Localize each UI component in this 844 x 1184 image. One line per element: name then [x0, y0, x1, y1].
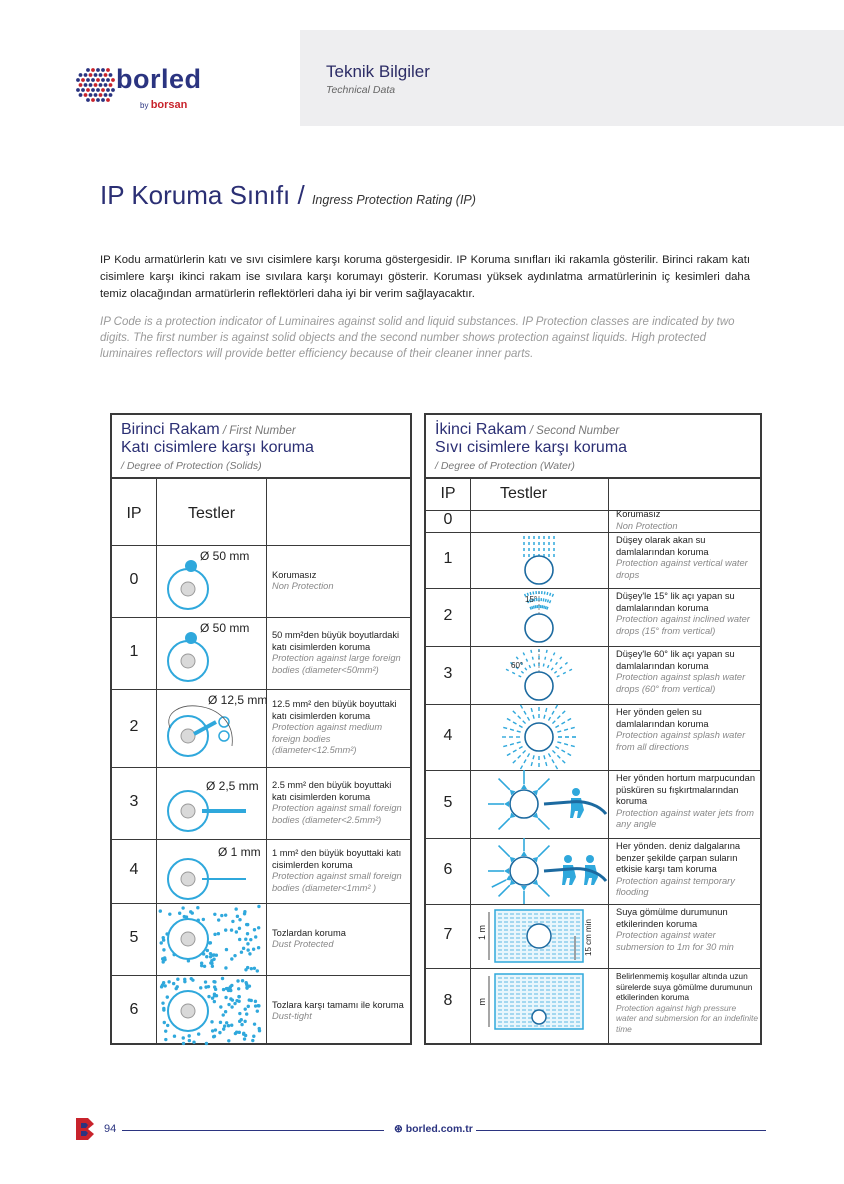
angle-label: 15° [525, 595, 538, 604]
ip-digit: 1 [443, 550, 453, 567]
description-tr: Her yönden hortum marpucundan püsküren su fışkırtmalarından koruma [616, 773, 756, 806]
ip-digit: 3 [129, 793, 139, 810]
depth-label: 1 m [477, 924, 487, 940]
ip-digit: 4 [443, 727, 453, 744]
description-en: Protection against water submersion to 1m for 30 min [616, 930, 734, 952]
first-number-heading: Katı cisimlere karşı koruma [121, 439, 314, 456]
description-en: Protection against inclined water drops (15° from vertical) [616, 614, 750, 636]
description-tr: 2.5 mm² den büyük boyuttaki katı cisimlerden koruma [272, 780, 392, 802]
probe-diameter-label: Ø 50 mm [200, 621, 250, 635]
protection-description [272, 780, 408, 826]
ip-digit: 4 [129, 861, 139, 878]
second-number-row [426, 904, 760, 969]
ip-digit: 6 [129, 1001, 139, 1018]
protection-description [272, 1000, 408, 1023]
col-tests-label: Testler [500, 485, 548, 502]
description-tr: Düşey'le 15° lik açı yapan su damlalarından koruma [616, 591, 735, 613]
ip-digit: 5 [443, 794, 453, 811]
first-number-row [112, 975, 410, 1047]
col-tests-label: Testler [188, 505, 236, 522]
description-tr: Tozlardan koruma [272, 927, 346, 938]
header-band-cut [250, 30, 300, 126]
first-number-row [112, 689, 410, 768]
col-ip-label: IP [126, 505, 142, 522]
footer-website[interactable]: ⊛ borled.com.tr [394, 1123, 473, 1135]
protection-description [616, 841, 758, 899]
description-en: Protection against high pressure water and submersion for an indefinite time [616, 1002, 758, 1034]
ip-digit: 2 [443, 607, 453, 624]
description-en: Non Protection [272, 581, 334, 591]
ip-digit: 8 [443, 991, 453, 1009]
description-en: Protection against large foreign bodies (diameter<50mm²) [272, 653, 401, 675]
first-number-subheading: / Degree of Protection (Solids) [121, 460, 262, 472]
ip-digit: 0 [443, 511, 453, 528]
description-en: Protection against temporary flooding [616, 875, 735, 897]
description-tr: Suya gömülme durumunun etkilerinden koruma [616, 907, 728, 929]
first-number-title: Birinci Rakam / First Number [121, 421, 296, 438]
second-number-title: İkinci Rakam / Second Number [435, 421, 620, 438]
first-number-row [112, 545, 410, 618]
protection-description [616, 707, 758, 753]
description-tr: 50 mm²den büyük boyutlardaki katı cisimlerden koruma [272, 630, 400, 652]
description-tr: 1 mm² den büyük boyuttaki katı cisimlerden koruma [272, 848, 402, 870]
description-tr: Korumasız [272, 569, 317, 580]
immersion-icon [470, 904, 608, 968]
description-en: Protection against small foreign bodies (diameter<1mm² ) [272, 871, 402, 893]
intro-paragraph-tr: IP Kodu armatürlerin katı ve sıvı cisimlere karşı koruma göstergesidir. IP Koruma sınıfları iki rakamla gösterilir. Birinci rakam katı cisimlere karşı ikinci rakam ise sıvılara karşı korumayı gösterir. Koruması yüksek aydınlatma armatürlerinin iç kesimleri daha temiz olacağından armatürlerin reflektörleri daha iyi bir verim sağlayacaktır. [100, 254, 750, 300]
protection-description [616, 535, 758, 581]
protection-description [616, 971, 758, 1034]
protection-description [616, 591, 758, 637]
ip-digit: 2 [129, 718, 139, 735]
probe-diameter-label: Ø 1 mm [218, 845, 261, 859]
probe-diameter-label: Ø 2,5 mm [206, 779, 259, 793]
header-subtitle: Technical Data [326, 84, 396, 96]
probe-test-icon [156, 767, 266, 839]
description-tr: Belirlenmemiş koşullar altında uzun sürelerde suya gömülme durumunun etkilerinden koruma [616, 971, 753, 1002]
description-tr: Her yönden. deniz dalgalarına benzer şekilde çarpan suların etkisie karşı tam koruma [616, 841, 741, 874]
second-number-subheading: / Degree of Protection (Water) [435, 460, 575, 472]
second-number-row [426, 532, 760, 589]
protection-description [272, 699, 408, 757]
description-en: Protection against splash water from all directions [616, 730, 746, 752]
submersion-icon [470, 968, 608, 1035]
col-ip-label: IP [440, 485, 456, 502]
dust-test-icon [156, 903, 266, 975]
description-en: Protection against medium foreign bodies (diameter<12.5mm²) [272, 722, 383, 755]
description-tr: Her yönden gelen su damlalarından koruma [616, 707, 709, 729]
protection-description [272, 928, 408, 951]
spray-icon [470, 646, 608, 704]
second-number-row [426, 704, 760, 771]
ip-digit: 5 [129, 929, 139, 946]
splash-icon [470, 704, 608, 770]
description-tr: 12.5 mm² den büyük boyuttaki katı cisimlerden koruma [272, 699, 397, 721]
ip-digit: 3 [443, 665, 453, 682]
first-number-row [112, 839, 410, 904]
description-en: Non Protection [616, 520, 678, 531]
logo-by: by borsan [140, 99, 188, 111]
ip-digit: 6 [443, 861, 453, 878]
page-title: IP Koruma Sınıfı / Ingress Protection Rating (IP) [100, 180, 476, 210]
description-en: Protection against splash water drops (60° from vertical) [616, 672, 746, 694]
second-number-col-header [426, 477, 760, 511]
description-en: Dust-tight [272, 1011, 312, 1021]
footer-rule-right [476, 1130, 766, 1131]
description-tr: Korumasız [616, 509, 661, 519]
logo-brand: borled [116, 64, 202, 94]
protection-description [272, 570, 408, 593]
intro-paragraph-en: IP Code is a protection indicator of Luminaires against solid and liquid substances. IP Protection classes are indicated by two digits. The first number is against solid objects and the second number shows protection against liquids. High protected luminaires reflectors will provide better efficiency because of their cleaner inner parts. [100, 316, 735, 360]
header-title: Teknik Bilgiler [326, 62, 430, 81]
second-number-table [424, 413, 762, 1045]
second-number-header [426, 415, 760, 479]
ip-digit: 1 [129, 643, 139, 660]
first-number-row [112, 617, 410, 690]
protection-description [616, 649, 758, 695]
description-tr: Düşey'le 60° lik açı yapan su damlalarından koruma [616, 649, 735, 671]
first-number-row [112, 903, 410, 976]
protection-description [272, 630, 408, 676]
probe-diameter-label: Ø 12,5 mm [208, 693, 268, 707]
protection-description [616, 773, 758, 831]
heavy-seas-icon [470, 838, 608, 904]
page-number: 94 [104, 1123, 117, 1135]
description-en: Dust Protected [272, 939, 334, 949]
second-number-row [426, 588, 760, 647]
second-number-row [426, 770, 760, 839]
min-depth-label: 15 cm min [584, 919, 593, 956]
protection-description [272, 848, 408, 894]
depth-label: m [477, 998, 487, 1006]
first-number-table [110, 413, 412, 1045]
borsan-mark-icon [74, 1116, 96, 1142]
probe-diameter-label: Ø 50 mm [200, 549, 250, 563]
second-number-heading: Sıvı cisimlere karşı koruma [435, 439, 628, 456]
dust-test-icon [156, 975, 266, 1047]
ip-digit: 0 [129, 571, 139, 588]
ip-digit: 7 [443, 926, 453, 943]
first-number-col-header [112, 477, 410, 546]
first-number-header [112, 415, 410, 479]
protection-description [616, 907, 758, 953]
second-number-row [426, 968, 760, 1035]
vertical-drip-icon [470, 532, 608, 588]
description-en: Protection against water jets from any angle [616, 807, 754, 829]
second-number-row [426, 838, 760, 905]
description-en: Protection against vertical water drops [616, 558, 748, 580]
water-jet-icon [470, 770, 608, 838]
protection-description [616, 509, 758, 532]
second-number-row [426, 510, 760, 533]
description-tr: Tozlara karşı tamamı ile koruma [272, 999, 404, 1010]
description-tr: Düşey olarak akan su damlalarından koruma [616, 535, 709, 557]
second-number-row [426, 646, 760, 705]
description-en: Protection against small foreign bodies (diameter<2.5mm²) [272, 803, 402, 825]
angle-label: 60° [511, 661, 524, 670]
first-number-row [112, 767, 410, 840]
footer-rule-left [122, 1130, 384, 1131]
inclined-drip-icon [470, 588, 608, 646]
